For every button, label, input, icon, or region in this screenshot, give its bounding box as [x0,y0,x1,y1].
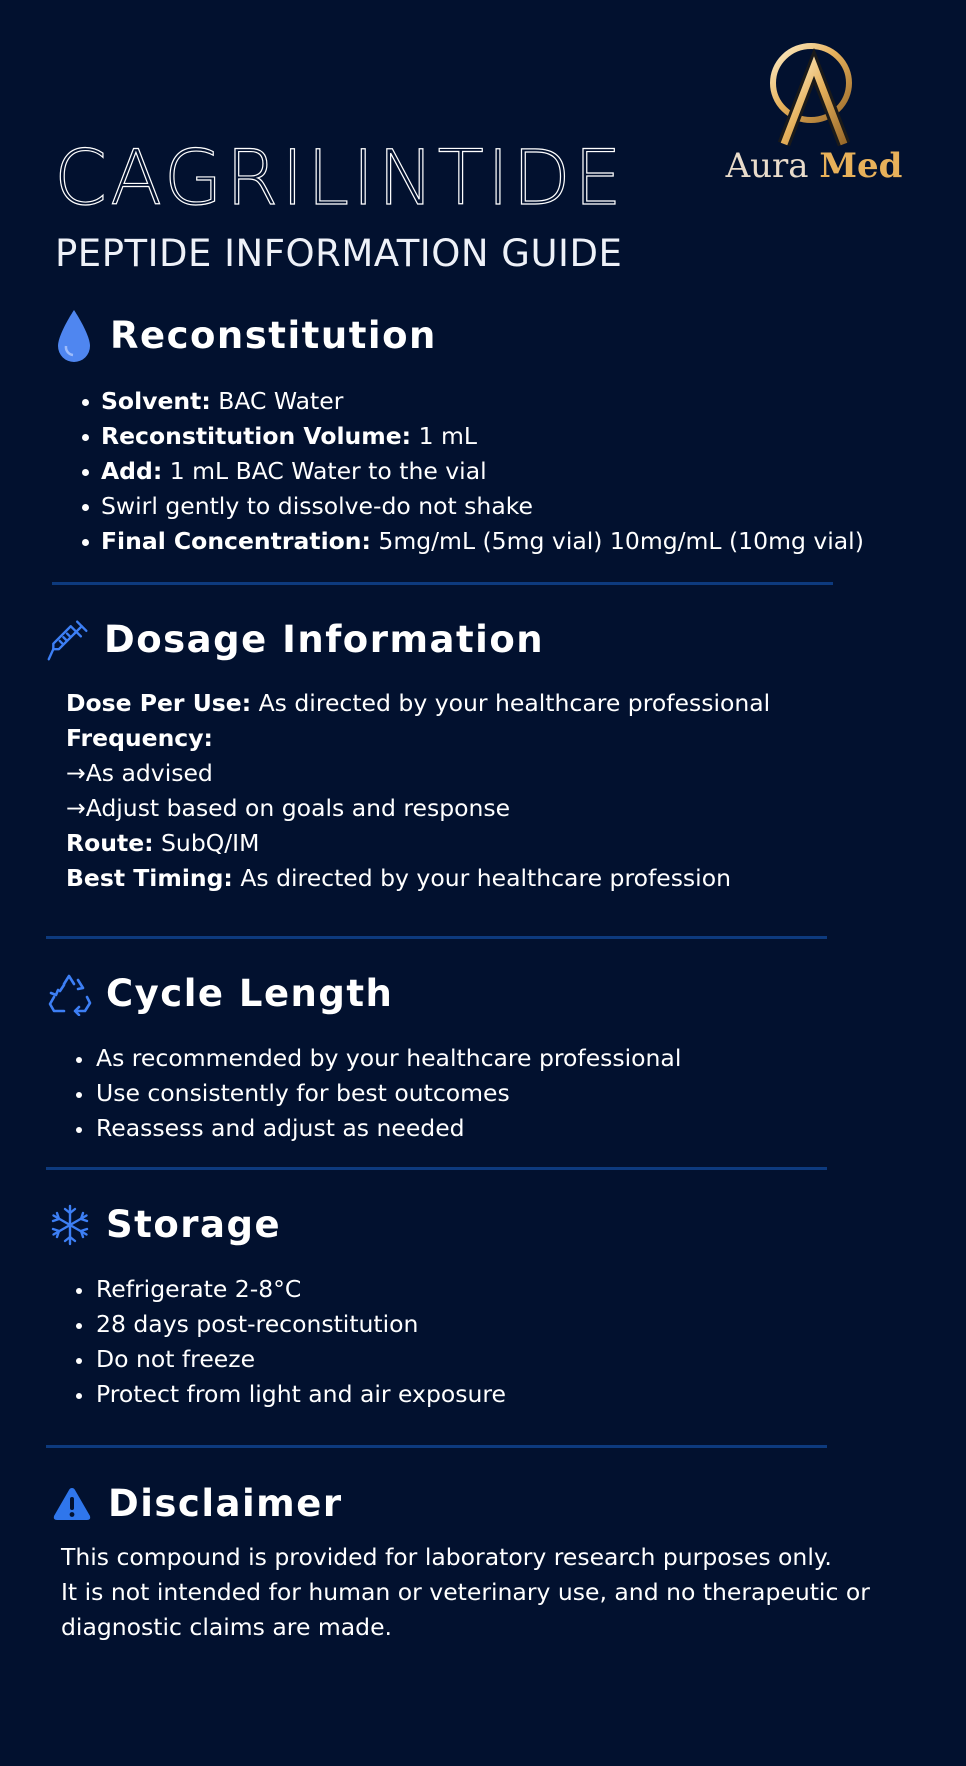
route-row: Route: SubQ/IM [66,829,260,857]
logo-word-med: Med [819,146,903,186]
list-item: Reassess and adjust as needed [96,1111,681,1146]
snowflake-icon [48,1203,92,1247]
disclaimer-heading [50,1482,343,1526]
list-item: Do not freeze [96,1342,506,1377]
brand-logo [716,38,912,198]
dosage-heading [46,618,544,662]
list-item: Solvent: BAC Water [101,384,864,419]
page-title: CAGRILINTIDE [54,133,625,222]
reconstitution-title: Reconstitution [110,314,437,357]
list-item: Refrigerate 2-8°C [96,1272,506,1307]
list-item: Reconstitution Volume: 1 mL [101,419,864,454]
disclaimer-title: Disclaimer [108,1482,343,1525]
section-divider [46,936,827,939]
best-timing-row: Best Timing: As directed by your healthcare profession [66,864,731,892]
reconstitution-list [101,384,864,559]
frequency-item: →As advised [66,759,213,787]
storage-title: Storage [106,1203,282,1246]
disclaimer-text [61,1540,870,1645]
frequency-row: Frequency: [66,724,213,752]
syringe-icon [46,618,90,662]
storage-list [96,1272,506,1412]
recycle-icon [48,972,92,1016]
list-item: As recommended by your healthcare professional [96,1041,681,1076]
list-item: 28 days post-reconstitution [96,1307,506,1342]
cycle-heading [48,972,393,1016]
list-item: Swirl gently to dissolve-do not shake [101,489,864,524]
storage-heading [48,1203,281,1247]
cycle-title: Cycle Length [106,972,394,1015]
logo-emblem-icon [716,38,912,148]
logo-wordmark [716,146,912,186]
disclaimer-line: It is not intended for human or veterinary use, and no therapeutic or [61,1578,870,1606]
list-item: Protect from light and air exposure [96,1377,506,1412]
logo-word-aura: Aura [725,146,809,186]
section-divider [52,582,833,585]
cycle-list [96,1041,681,1146]
dosage-title: Dosage Information [104,618,545,661]
section-divider [46,1445,827,1448]
page-subtitle: PEPTIDE INFORMATION GUIDE [55,232,623,275]
droplet-icon [52,314,96,358]
warning-icon [50,1482,94,1526]
dosage-details [66,686,770,896]
disclaimer-line: This compound is provided for laboratory research purposes only. [61,1543,832,1571]
frequency-item: →Adjust based on goals and response [66,794,511,822]
list-item: Add: 1 mL BAC Water to the vial [101,454,864,489]
section-divider [46,1167,827,1170]
disclaimer-line: diagnostic claims are made. [61,1613,393,1641]
list-item: Final Concentration: 5mg/mL (5mg vial) 10mg/mL (10mg vial) [101,524,864,559]
dose-per-use-row: Dose Per Use: As directed by your healthcare professional [66,689,771,717]
reconstitution-heading [52,314,437,358]
list-item: Use consistently for best outcomes [96,1076,681,1111]
